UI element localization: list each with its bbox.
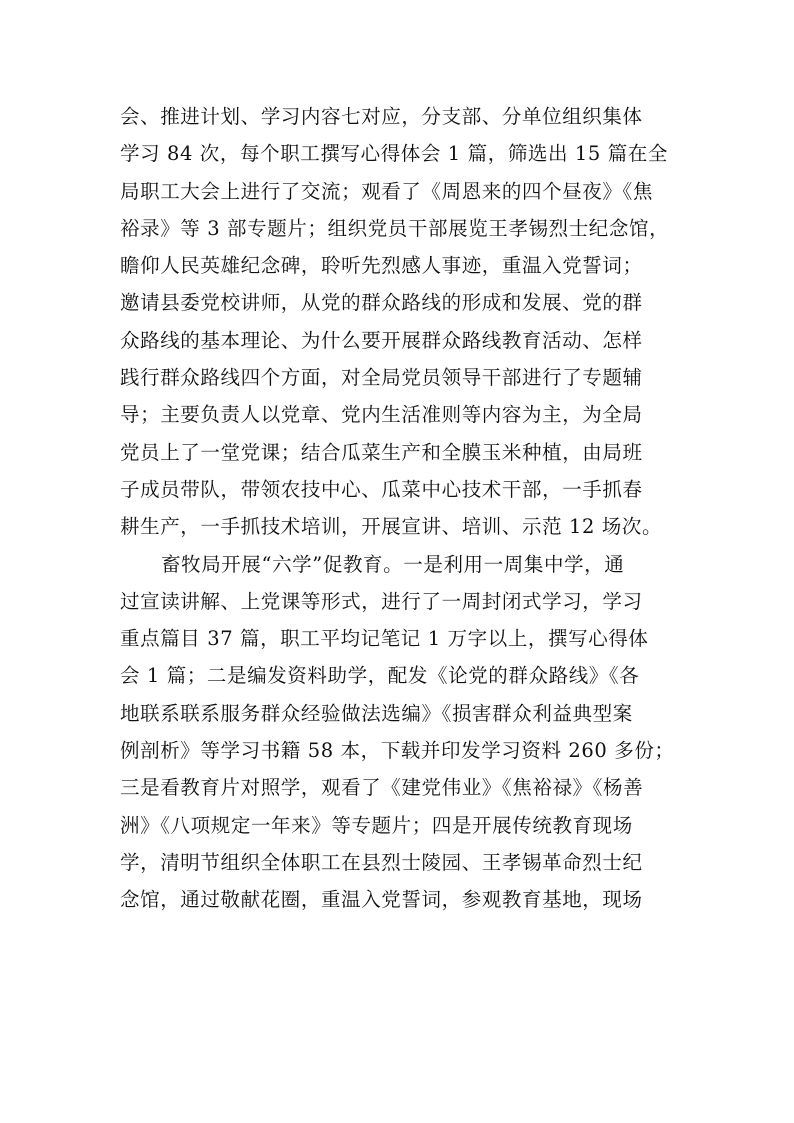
text-line: 瞻仰人民英雄纪念碑，聆听先烈感人事迹，重温入党誓词； [120,254,643,278]
text-line: 洲》《八项规定一年来》等专题片；四是开展传统教育现场 [120,813,633,837]
text-line: 学，清明节组织全体职工在县烈士陵园、王孝锡革命烈士纪 [120,850,643,874]
body-text [120,98,690,919]
text-line: 念馆，通过敬献花圈，重温入党誓词，参观教育基地，现场 [120,888,643,912]
text-line: 邀请县委党校讲师，从党的群众路线的形成和发展、党的群 [120,291,643,315]
text-line: 耕生产，一手抓技术培训，开展宣讲、培训、示范 12 场次。 [120,515,663,539]
text-line: 学习 84 次，每个职工撰写心得体会 1 篇，筛选出 15 篇在全 [120,142,669,166]
text-line: 子成员带队，带领农技中心、瓜菜中心技术干部，一手抓春 [120,477,643,501]
text-line: 裕录》等 3 部专题片；组织党员干部展览王孝锡烈士纪念馆， [120,216,670,240]
text-line: 例剖析》等学习书籍 58 本，下载并印发学习资料 260 多份； [120,739,675,763]
paragraph-start-line: 畜牧局开展“六学”促教育。一是利用一周集中学，通 [161,552,625,576]
text-line: 导；主要负责人以党章、党内生活准则等内容为主，为全局 [120,403,643,427]
text-line: 局职工大会上进行了交流；观看了《周恩来的四个昼夜》《焦 [120,179,653,203]
text-line: 众路线的基本理论、为什么要开展群众路线教育活动、怎样 [120,328,643,352]
text-line: 地联系联系服务群众经验做法选编》《损害群众利益典型案 [120,701,633,725]
text-line: 三是看教育片对照学，观看了《建党伟业》《焦裕禄》《杨善 [120,776,644,800]
text-line: 会 1 篇；二是编发资料助学，配发《论党的群众路线》《各 [120,664,640,688]
text-line: 会、推进计划、学习内容七对应，分支部、分单位组织集体 [120,105,643,128]
text-line: 重点篇目 37 篇，职工平均记笔记 1 万字以上，撰写心得体 [120,627,649,651]
text-line: 践行群众路线四个方面，对全局党员领导干部进行了专题辅 [120,366,643,390]
text-line: 党员上了一堂党课；结合瓜菜生产和全膜玉米种植，由局班 [120,440,643,464]
text-line: 过宣读讲解、上党课等形式，进行了一周封闭式学习，学习 [120,589,643,613]
